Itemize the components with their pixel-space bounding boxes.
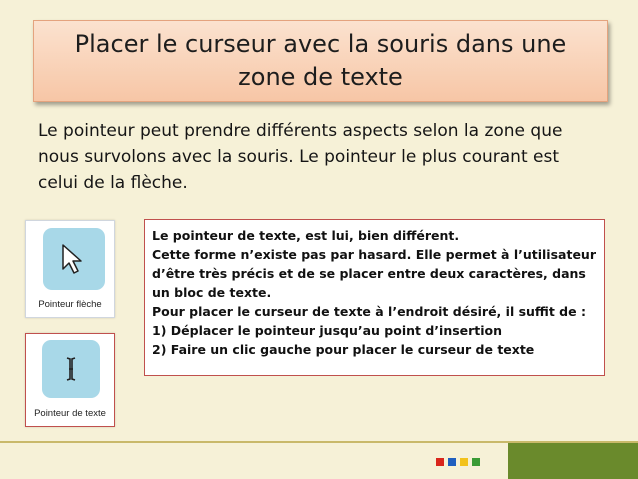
- callout-line: Cette forme n’existe pas par hasard. Elle permet à l’utilisateur d’être très précis et de se placer entre deux caractères, dans un bloc de texte.: [152, 247, 596, 300]
- intro-paragraph: Le pointeur peut prendre différents aspects selon la zone que nous survolons avec la souris. Le pointeur le plus courant est celui de la flèche.: [38, 121, 563, 193]
- arrow-pointer-card: [25, 220, 115, 318]
- arrow-pointer-tile: [43, 228, 105, 290]
- arrow-pointer-label: Pointeur flèche: [38, 299, 102, 310]
- callout-line: 2) Faire un clic gauche pour placer le curseur de texte: [152, 342, 535, 357]
- callout-box: [144, 219, 605, 376]
- slide-title-box: [33, 20, 608, 102]
- callout-line: Le pointeur de texte, est lui, bien différent.: [152, 228, 460, 243]
- text-pointer-label: Pointeur de texte: [34, 408, 106, 419]
- blue-dot: [448, 458, 456, 466]
- slide-title: Placer le curseur avec la souris dans une zone de texte: [74, 30, 567, 91]
- text-pointer-tile: [42, 340, 100, 398]
- red-dot: [436, 458, 444, 466]
- ibeam-cursor-icon: [64, 356, 78, 382]
- callout-line: Pour placer le curseur de texte à l’endroit désiré, il suffit de :: [152, 304, 586, 319]
- callout-line: 1) Déplacer le pointeur jusqu’au point d’insertion: [152, 323, 503, 338]
- green-dot: [472, 458, 480, 466]
- arrow-cursor-icon: [59, 242, 89, 276]
- footer-dots: [436, 458, 480, 466]
- footer-green-block: [508, 443, 638, 479]
- text-pointer-card: [25, 333, 115, 427]
- yellow-dot: [460, 458, 468, 466]
